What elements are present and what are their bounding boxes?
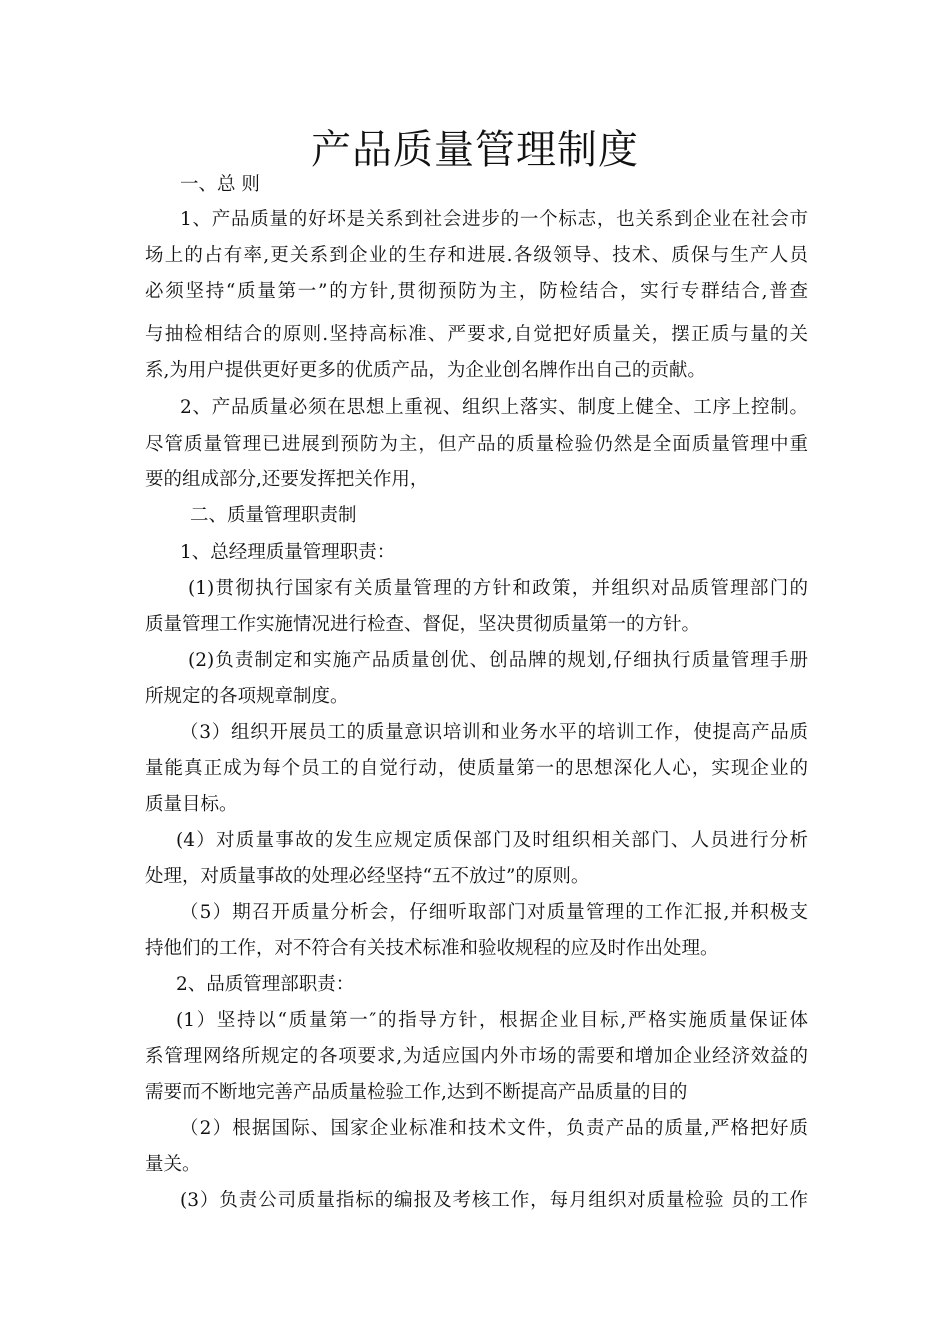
- section-heading-general: 一、总 则: [180, 174, 260, 195]
- subsection-heading: 1、总经理质量管理职责：: [180, 542, 396, 563]
- paragraph-line: 系管理网络所规定的各项要求,为适应国内外市场的需要和增加企业经济效益的: [145, 1046, 808, 1067]
- paragraph-line: 所规定的各项规章制度。: [145, 686, 349, 707]
- paragraph-line: （5）期召开质量分析会，仔细听取部门对质量管理的工作汇报,并积极支: [180, 902, 808, 923]
- paragraph-line: 质量目标。: [145, 794, 238, 815]
- paragraph-line: 必须坚持“质量第一”的方针,贯彻预防为主，防检结合，实行专群结合,普查: [145, 281, 808, 302]
- paragraph-line: (1)贯彻执行国家有关质量管理的方针和政策，并组织对品质管理部门的: [188, 578, 808, 599]
- paragraph-line: 与抽检相结合的原则.坚持高标准、严要求,自觉把好质量关，摆正质与量的关: [145, 324, 808, 345]
- paragraph-line: （3）组织开展员工的质量意识培训和业务水平的培训工作，使提高产品质: [180, 722, 808, 743]
- paragraph-line: （2）根据国际、国家企业标准和技术文件，负责产品的质量,严格把好质: [180, 1118, 808, 1139]
- paragraph-line: (4）对质量事故的发生应规定质保部门及时组织相关部门、人员进行分析: [176, 830, 808, 851]
- section-heading-responsibilities: 二、质量管理职责制: [190, 505, 357, 526]
- paragraph-line: 场上的占有率,更关系到企业的生存和进展.各级领导、技术、质保与生产人员: [145, 245, 808, 266]
- paragraph-line: 需要而不断地完善产品质量检验工作,达到不断提高产品质量的目的: [145, 1082, 688, 1103]
- paragraph-line: 1、产品质量的好坏是关系到社会进步的一个标志，也关系到企业在社会市: [180, 209, 808, 230]
- subsection-heading: 2、品质管理部职责：: [176, 974, 355, 995]
- paragraph-line: 量能真正成为每个员工的自觉行动，使质量第一的思想深化人心，实现企业的: [145, 758, 808, 779]
- paragraph-line: 量关。: [145, 1154, 201, 1175]
- paragraph-line: (3）负责公司质量指标的编报及考核工作，每月组织对质量检验 员的工作: [180, 1190, 808, 1211]
- paragraph-line: (1）坚持以“质量第一″的指导方针，根据企业目标,严格实施质量保证体: [176, 1010, 808, 1031]
- paragraph-line: 处理，对质量事故的处理必经坚持“五不放过”的原则。: [145, 866, 590, 887]
- paragraph-line: 要的组成部分,还要发挥把关作用，: [145, 469, 429, 490]
- paragraph-line: 2、产品质量必须在思想上重视、组织上落实、制度上健全、工序上控制。: [180, 397, 808, 418]
- paragraph-line: 尽管质量管理已进展到预防为主，但产品的质量检验仍然是全面质量管理中重: [145, 434, 808, 455]
- document-title: 产品质量管理制度: [311, 127, 639, 173]
- paragraph-line: 系,为用户提供更好更多的优质产品，为企业创名牌作出自己的贡献。: [145, 360, 706, 381]
- paragraph-line: 持他们的工作，对不符合有关技术标准和验收规程的应及时作出处理。: [145, 938, 719, 959]
- paragraph-line: 质量管理工作实施情况进行检查、督促，坚决贯彻质量第一的方针。: [145, 614, 701, 635]
- paragraph-line: (2)负责制定和实施产品质量创优、创品牌的规划,仔细执行质量管理手册: [188, 650, 808, 671]
